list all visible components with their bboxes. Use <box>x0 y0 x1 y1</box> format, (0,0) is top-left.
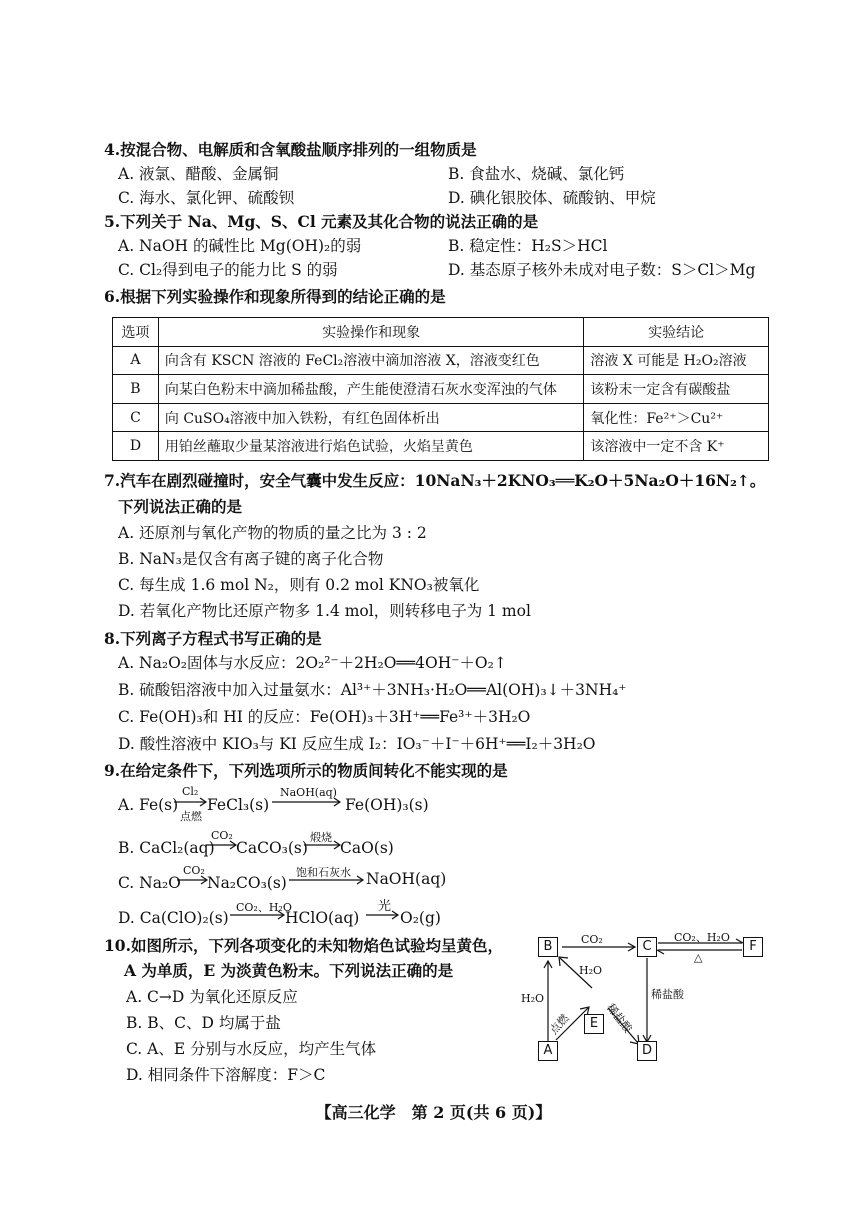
diagram-node-e: E <box>584 1014 604 1034</box>
q8-option-b: B. 硫酸铝溶液中加入过量氨水：Al³⁺＋3NH₃·H₂O══Al(OH)₃↓＋3NH₄⁺ <box>118 681 627 699</box>
table-header-operation: 实验操作和现象 <box>158 318 583 347</box>
q9-d-arrow2-icon <box>366 906 402 920</box>
table-header-row <box>113 318 769 347</box>
diagram-node-c: C <box>637 937 657 957</box>
q10-option-a: A. C→D 为氧化还原反应 <box>126 988 298 1006</box>
q9-stem: 9.在给定条件下，下列选项所示的物质间转化不能实现的是 <box>104 761 508 780</box>
q9-d-cond1-top: CO₂、H₂O <box>236 901 292 914</box>
q6-experiment-table <box>112 317 769 461</box>
diagram-node-f: F <box>743 937 763 957</box>
q4-option-c: C. 海水、氯化钾、硫酸钡 <box>118 189 295 207</box>
q7-option-a: A. 还原剂与氧化产物的物质的量之比为 3 : 2 <box>118 524 427 542</box>
q9-b-arrow1-icon <box>206 836 240 850</box>
q4-option-a: A. 液氯、醋酸、金属铜 <box>118 165 279 183</box>
table-header-option: 选项 <box>113 318 159 347</box>
q9-c-arrow1-icon <box>177 871 211 885</box>
q7-stem-cont: 下列说法正确的是 <box>118 497 243 516</box>
q8-option-c: C. Fe(OH)₃和 HI 的反应：Fe(OH)₃＋3H⁺══Fe³⁺＋3H₂O <box>118 708 531 726</box>
q6-stem: 6.根据下列实验操作和现象所得到的结论正确的是 <box>104 287 446 306</box>
q9-a-cond2-top: NaOH(aq) <box>280 786 337 799</box>
q9-option-c-p3: NaOH(aq) <box>366 870 447 888</box>
q9-a-cond1-top: Cl₂ <box>182 785 199 798</box>
table-cell-option: B <box>113 375 159 404</box>
page-footer: 【高三化学 第 2 页(共 6 页)】 <box>315 1103 552 1122</box>
q9-b-cond2-top: 煅烧 <box>310 831 332 844</box>
q7-stem: 7.汽车在剧烈碰撞时，安全气囊中发生反应：10NaN₃＋2KNO₃══K₂O＋5Na₂O＋16N₂↑。 <box>104 471 766 490</box>
q9-c-cond1-top: CO₂ <box>183 864 205 877</box>
q9-c-cond2-top: 饱和石灰水 <box>296 866 351 879</box>
q9-option-b-p2: CaCO₃(s) <box>236 839 308 857</box>
q9-a-arrow1-icon <box>174 793 210 807</box>
q9-option-d-p1: D. Ca(ClO)₂(s) <box>118 909 229 927</box>
q9-option-a-p3: Fe(OH)₃(s) <box>345 796 429 814</box>
diagram-node-d: D <box>637 1041 657 1061</box>
table-row <box>113 403 769 432</box>
q9-option-c-p1: C. Na₂O <box>118 874 181 892</box>
q9-b-cond1-top: CO₂ <box>211 829 233 842</box>
table-cell-conclusion: 该粉末一定含有碳酸盐 <box>584 375 769 404</box>
q9-d-cond2-top: 光 <box>378 899 392 914</box>
table-cell-operation: 向某白色粉末中滴加稀盐酸，产生能使澄清石灰水变浑浊的气体 <box>158 375 583 404</box>
diagram-label-b-c: CO₂ <box>581 933 603 946</box>
table-row <box>113 375 769 404</box>
diagram-label-a-e: 点燃 <box>547 1011 572 1037</box>
q10-option-c: C. A、E 分别与水反应，均产生气体 <box>126 1040 377 1058</box>
table-cell-option: C <box>113 403 159 432</box>
q7-option-c: C. 每生成 1.6 mol N₂，则有 0.2 mol KNO₃被氧化 <box>118 576 480 594</box>
q10-stem: 10.如图所示，下列各项变化的未知物焰色试验均呈黄色， <box>104 936 503 955</box>
q5-option-c: C. Cl₂得到电子的能力比 S 的弱 <box>118 261 338 279</box>
q5-option-d: D. 基态原子核外未成对电子数：S＞Cl＞Mg <box>448 261 756 279</box>
table-cell-operation: 用铂丝蘸取少量某溶液进行焰色试验，火焰呈黄色 <box>158 432 583 461</box>
q8-option-d: D. 酸性溶液中 KIO₃与 KI 反应生成 I₂：IO₃⁻＋I⁻＋6H⁺══I₂＋3H₂O <box>118 735 596 753</box>
table-row <box>113 432 769 461</box>
q9-option-d-p3: O₂(g) <box>400 909 441 927</box>
q10-stem-cont: A 为单质，E 为淡黄色粉末。下列说法正确的是 <box>124 961 454 980</box>
q9-a-arrow2-icon <box>272 793 344 807</box>
q10-option-b: B. B、C、D 均属于盐 <box>126 1014 281 1032</box>
q9-option-b-p1: B. CaCl₂(aq) <box>118 839 215 857</box>
table-cell-conclusion: 该溶液中一定不含 K⁺ <box>584 432 769 461</box>
diagram-label-c-d: 稀盐酸 <box>651 988 684 1001</box>
q4-option-d: D. 碘化银胶体、硫酸钠、甲烷 <box>448 189 656 207</box>
diagram-label-e-b: H₂O <box>579 964 603 977</box>
q9-option-c-p2: Na₂CO₃(s) <box>207 874 287 892</box>
table-cell-option: D <box>113 432 159 461</box>
q7-option-d: D. 若氧化产物比还原产物多 1.4 mol，则转移电子为 1 mol <box>118 602 531 620</box>
diagram-label-f-c: △ <box>694 951 703 964</box>
q4-stem: 4.按混合物、电解质和含氧酸盐顺序排列的一组物质是 <box>104 140 477 159</box>
table-cell-conclusion: 溶液 X 可能是 H₂O₂溶液 <box>584 346 769 375</box>
q8-option-a: A. Na₂O₂固体与水反应：2O₂²⁻＋2H₂O══4OH⁻＋O₂↑ <box>118 654 507 672</box>
q9-a-cond1-bottom: 点燃 <box>180 810 202 823</box>
q9-d-arrow1-icon <box>230 906 288 920</box>
table-cell-operation: 向 CuSO₄溶液中加入铁粉，有红色固体析出 <box>158 403 583 432</box>
q8-stem: 8.下列离子方程式书写正确的是 <box>104 629 322 648</box>
q4-option-b: B. 食盐水、烧碱、氯化钙 <box>448 165 625 183</box>
table-cell-option: A <box>113 346 159 375</box>
diagram-label-c-f-top: CO₂、H₂O <box>674 931 730 944</box>
diagram-node-a: A <box>538 1041 558 1061</box>
q9-c-arrow2-icon <box>289 871 367 885</box>
q9-option-d-p2: HClO(aq) <box>285 909 360 927</box>
q9-b-arrow2-icon <box>304 836 344 850</box>
table-header-conclusion: 实验结论 <box>584 318 769 347</box>
q5-option-a: A. NaOH 的碱性比 Mg(OH)₂的弱 <box>118 237 362 255</box>
q10-option-d: D. 相同条件下溶解度：F＞C <box>126 1066 326 1084</box>
diagram-node-b: B <box>538 937 558 957</box>
table-cell-operation: 向含有 KSCN 溶液的 FeCl₂溶液中滴加溶液 X，溶液变红色 <box>158 346 583 375</box>
q9-option-a-p1: A. Fe(s) <box>118 796 179 814</box>
table-cell-conclusion: 氧化性：Fe²⁺＞Cu²⁺ <box>584 403 769 432</box>
q9-option-b-p3: CaO(s) <box>340 839 394 857</box>
q9-option-a-p2: FeCl₃(s) <box>207 796 270 814</box>
q5-stem: 5.下列关于 Na、Mg、S、Cl 元素及其化合物的说法正确的是 <box>104 212 539 231</box>
q7-option-b: B. NaN₃是仅含有离子键的离子化合物 <box>118 550 384 568</box>
q5-option-b: B. 稳定性：H₂S＞HCl <box>448 237 608 255</box>
table-row <box>113 346 769 375</box>
diagram-label-a-b: H₂O <box>521 992 545 1005</box>
diagram-label-e-d: 稀盐酸 <box>603 1001 635 1036</box>
